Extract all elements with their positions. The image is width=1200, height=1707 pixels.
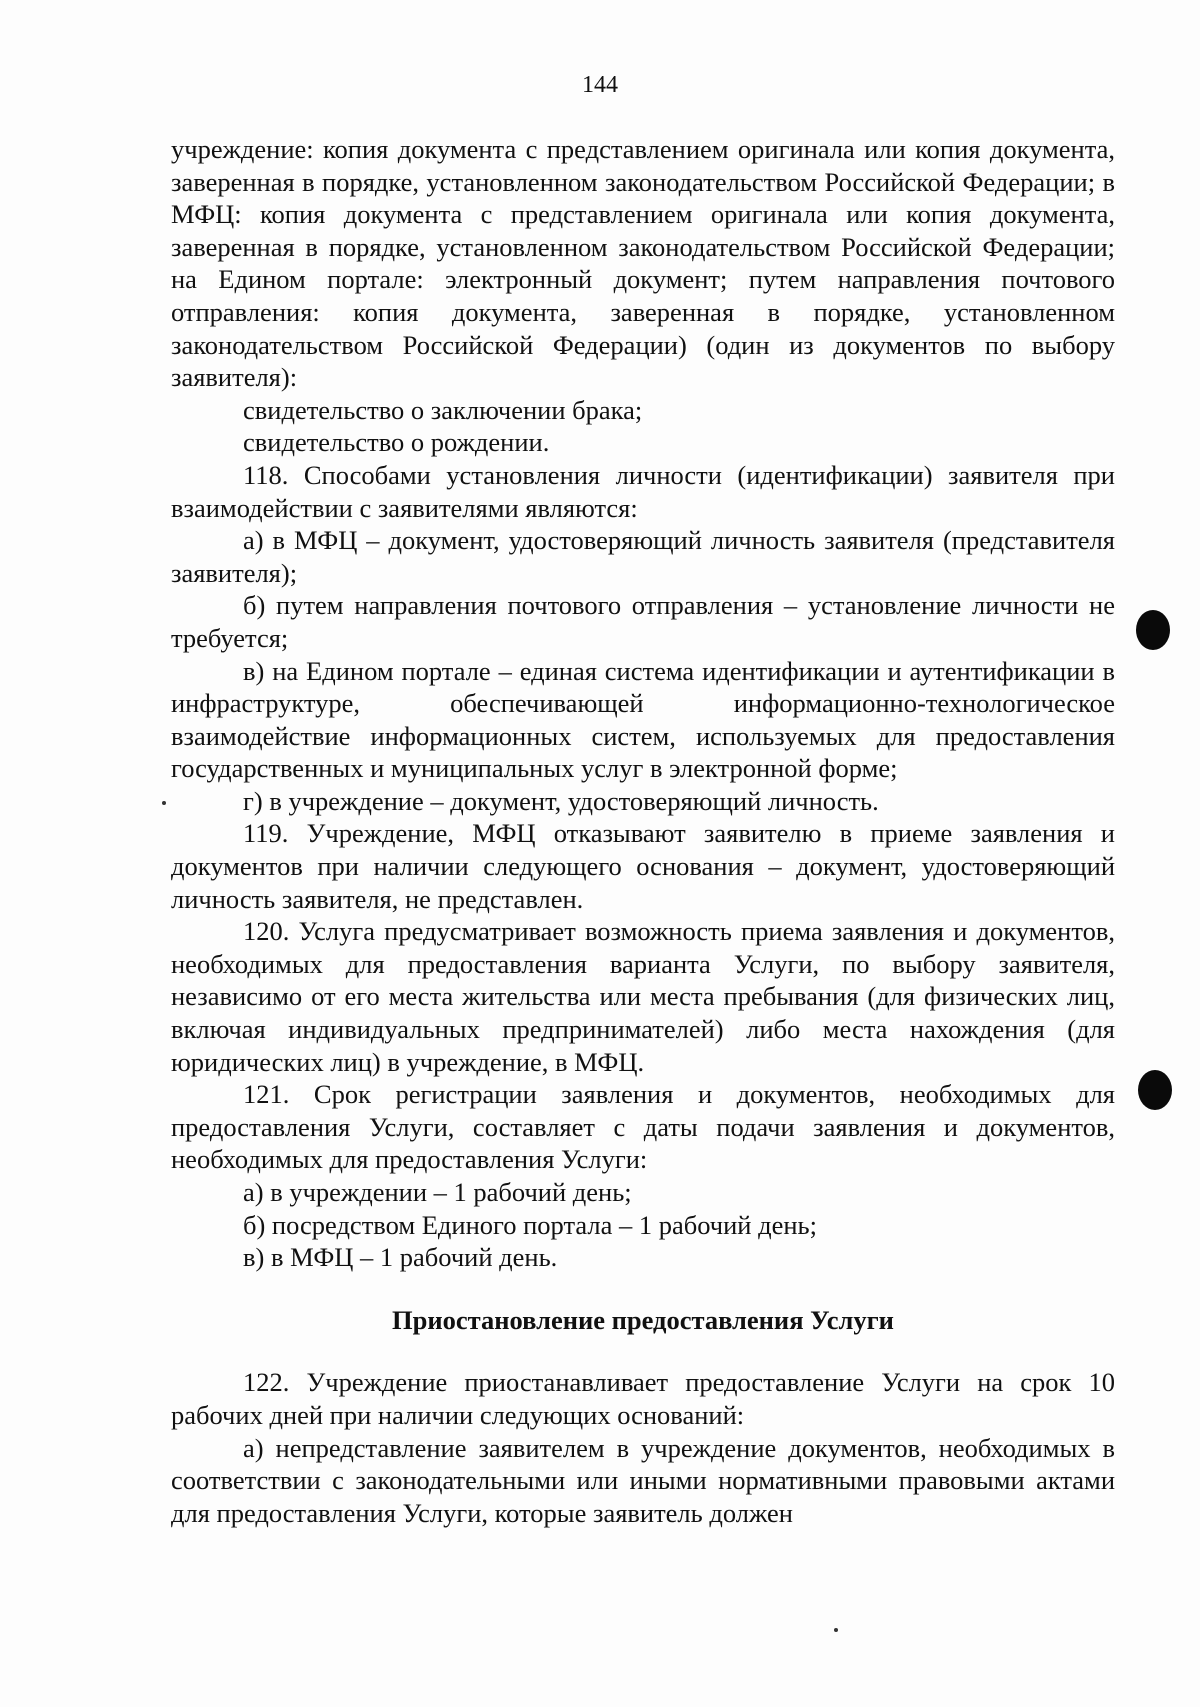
section-heading: Приостановление предоставления Услуги [392,1304,894,1335]
clause-122: 122. Учреждение приостанавливает предоставление Услуги на срок 10 рабочих дней при наличии следующих оснований: [171,1367,1115,1430]
clause-118-a: а) в МФЦ – документ, удостоверяющий личность заявителя (представителя заявителя); [171,525,1115,588]
binder-hole-mark [1138,1070,1172,1110]
clause-121-b: б) посредством Единого портала – 1 рабочий день; [243,1209,817,1240]
clause-122-a: а) непредставление заявителем в учреждение документов, необходимых в соответствии с законодательными или иными нормативными правовыми актами для предоставления Услуги, которые заявитель должен [171,1432,1115,1528]
list-item-marriage-certificate: свидетельство о заключении брака; [243,394,643,425]
list-item-birth-certificate: свидетельство о рождении. [243,427,550,458]
binder-hole-mark [1136,610,1170,650]
clause-121: 121. Срок регистрации заявления и документов, необходимых для предоставления Услуги, составляет с даты подачи заявления и документов, необходимых для предоставления Услуги: [171,1079,1115,1175]
clause-120: 120. Услуга предусматривает возможность приема заявления и документов, необходимых для предоставления варианта Услуги, по выбору заявителя, независимо от его места жительства или места пребывания (для физических лиц, включая индивидуальных предпринимателей) либо места нахождения (для юридических лиц) в учреждение, в МФЦ. [171,916,1115,1077]
document-body [171,133,1115,1529]
clause-121-a: а) в учреждении – 1 рабочий день; [243,1177,632,1207]
scan-speck [834,1628,838,1632]
page-number: 144 [582,72,618,98]
clause-118-b: б) путем направления почтового отправления – установление личности не требуется; [171,590,1115,653]
clause-118-v: в) на Едином портале – единая система идентификации и аутентификации в инфраструктуре, обеспечивающей информационно-технологическое взаимодействие информационных систем, используемых для предоставления государственных и муниципальных услуг в электронной форме; [171,655,1115,784]
paragraph-intro: учреждение: копия документа с представлением оригинала или копия документа, заверенная в порядке, установленном законодательством Российской Федерации; в МФЦ: копия документа с представлением оригинала или копия документа, заверенная в порядке, установленном законодательством Российской Федерации; на Едином портале: электронный документ; путем направления почтового отправления: копия документа, заверенная в порядке, установленном законодательством Российской Федерации) (один из документов по выбору заявителя): [171,134,1115,393]
clause-118: 118. Способами установления личности (идентификации) заявителя при взаимодействии с заявителями являются: [171,459,1115,523]
clause-118-g: г) в учреждение – документ, удостоверяющий личность. [243,785,879,816]
scan-speck [162,801,166,805]
clause-121-v: в) в МФЦ – 1 рабочий день. [243,1242,558,1273]
clause-119: 119. Учреждение, МФЦ отказывают заявителю в приеме заявления и документов при наличии следующего основания – документ, удостоверяющий личность заявителя, не представлен. [171,818,1115,914]
